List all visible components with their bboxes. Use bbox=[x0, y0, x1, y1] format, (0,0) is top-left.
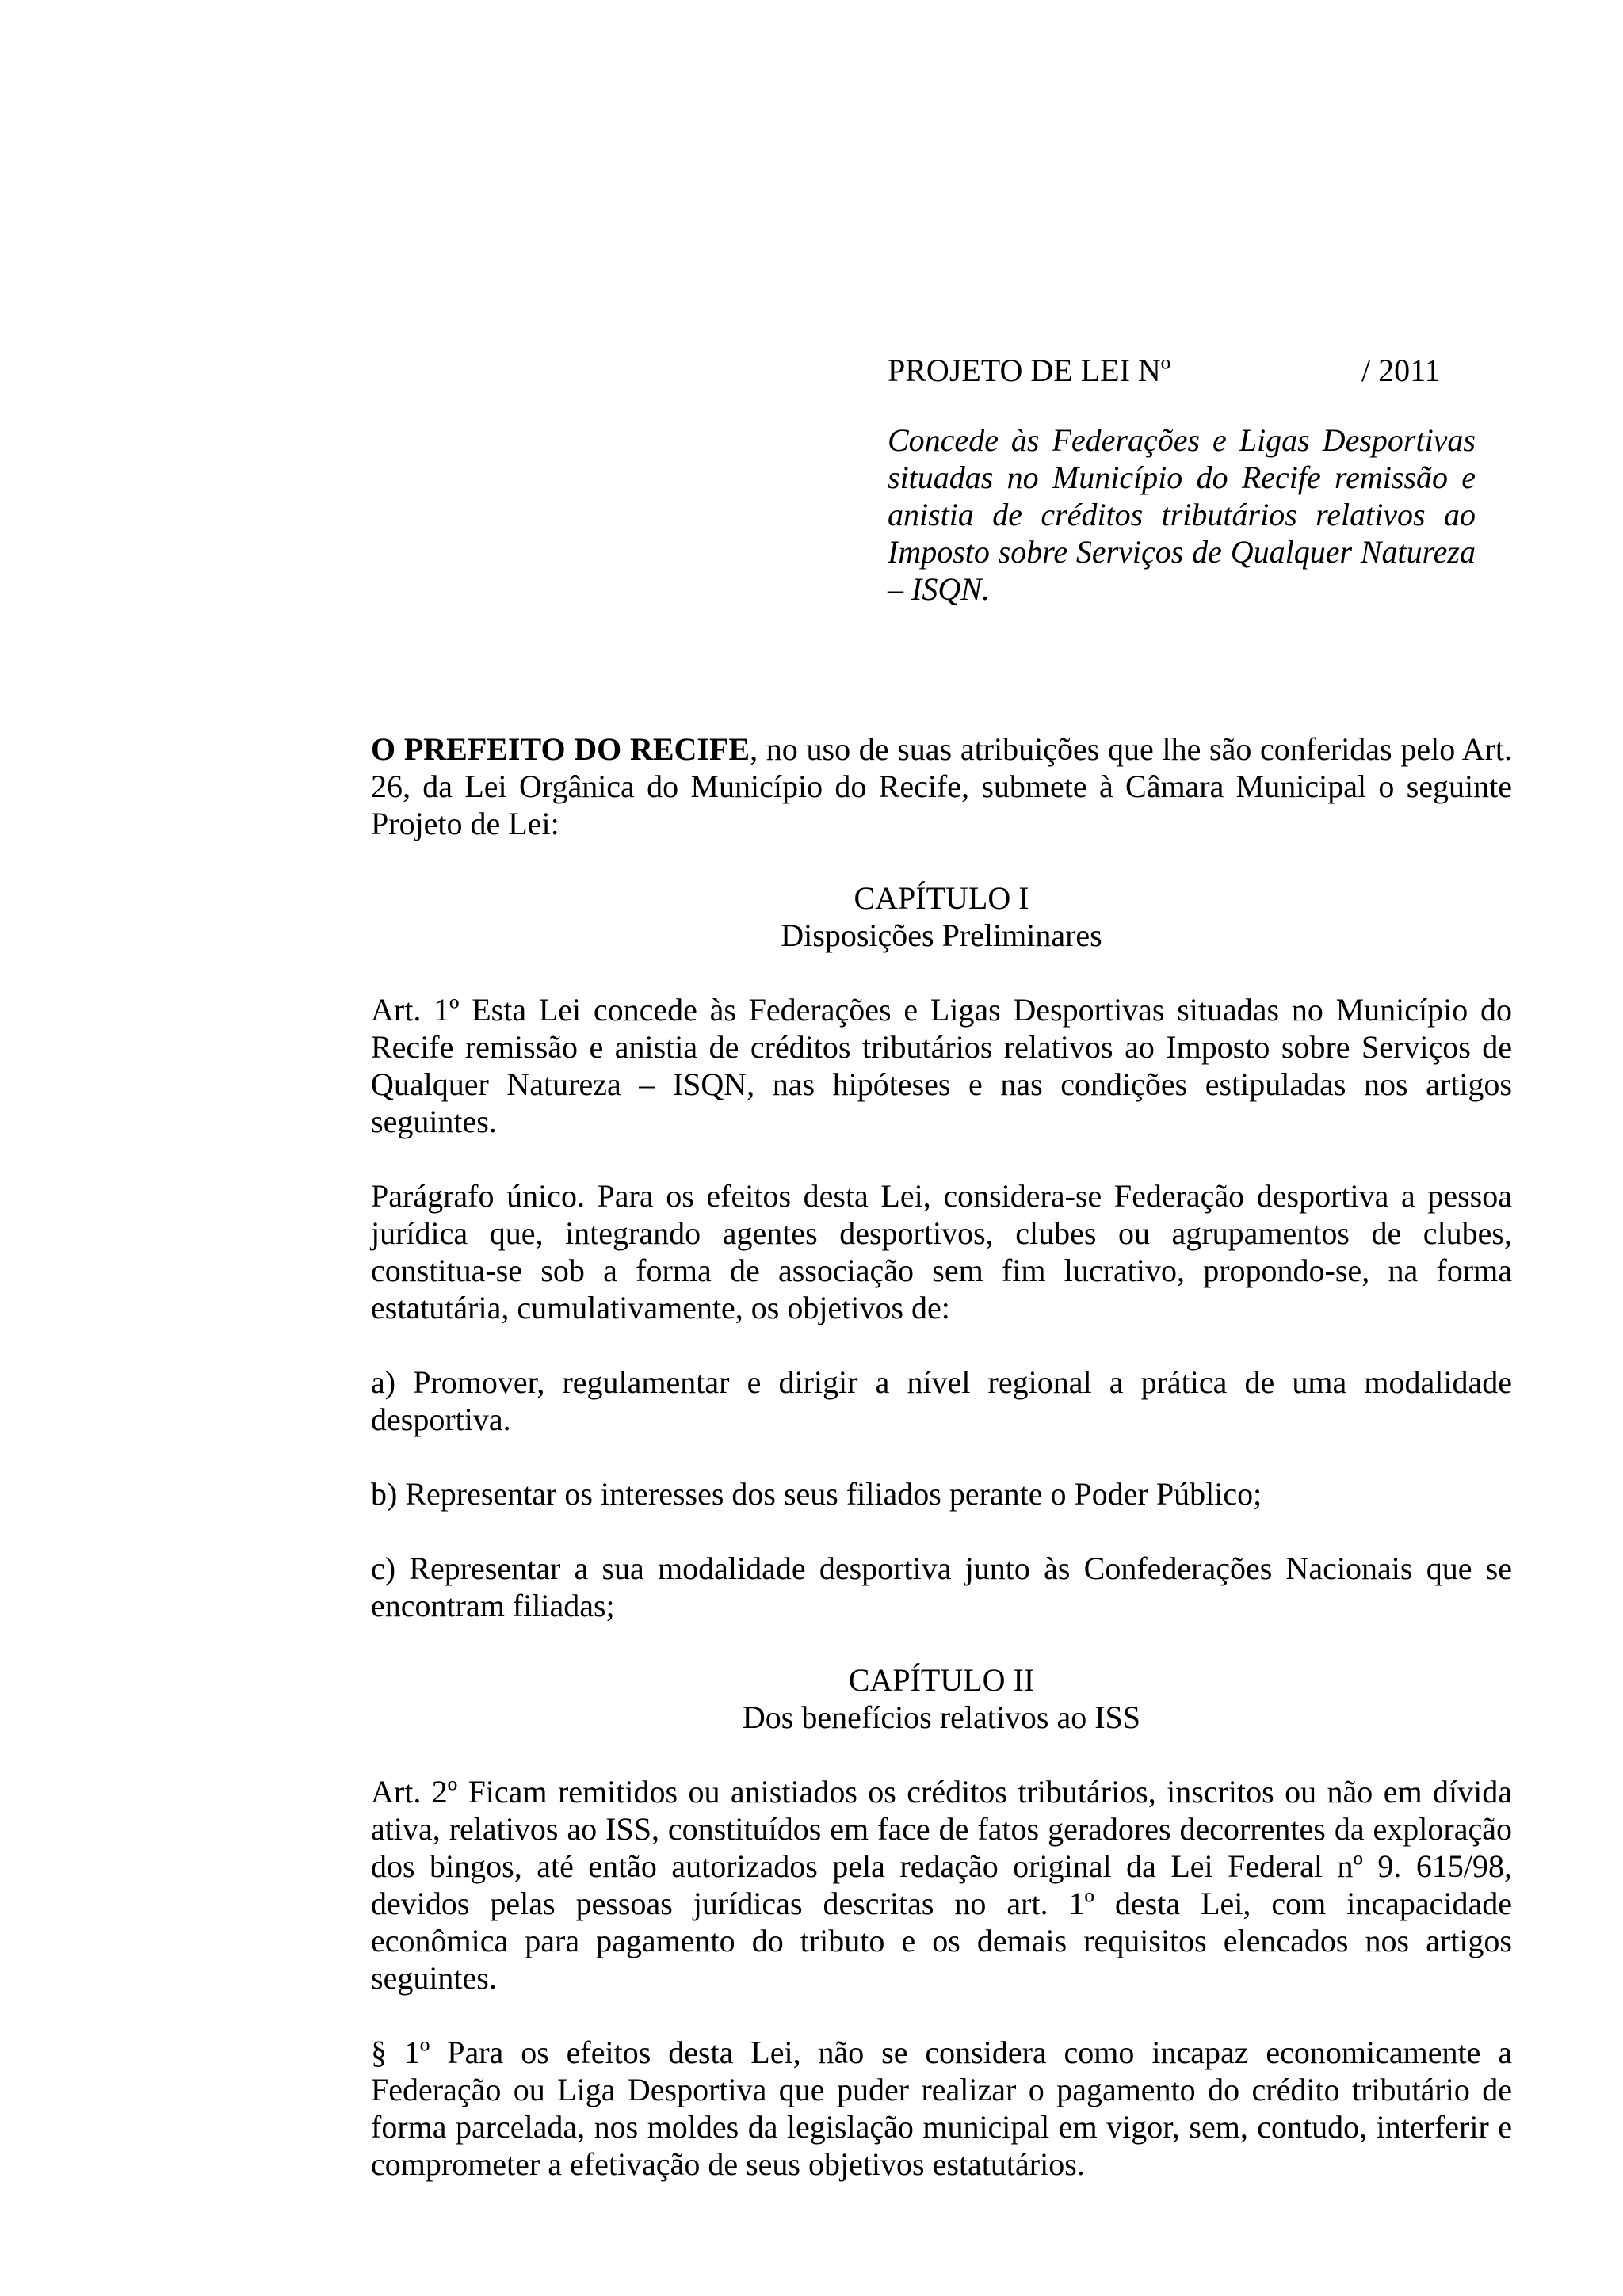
paragrafo-unico: Parágrafo único. Para os efeitos desta Lei, considera-se Federação desportiva a pessoa jurídica que, integrando agentes desportivos, clubes ou agrupamentos de clubes, constitua-se sob a forma de associação sem fim lucrativo, propondo-se, na forma estatutária, cumulativamente, os objetivos de: bbox=[371, 1178, 1512, 1325]
preamble bbox=[371, 730, 1512, 842]
article-2-paragraph-1: § 1º Para os efeitos desta Lei, não se considera como incapaz economicamente a Federação ou Liga Desportiva que puder realizar o pagamento do crédito tributário de forma parcelada, nos moldes da legislação municipal em vigor, sem, contudo, interferir e comprometer a efetivação de seus objetivos estatutários. bbox=[371, 2035, 1512, 2182]
document-body bbox=[371, 730, 1512, 2183]
header-block bbox=[888, 349, 1476, 608]
ementa: Concede às Federações e Ligas Desportivas situadas no Município do Recife remissão e anistia de créditos tributários relativos ao Imposto sobre Serviços de Qualquer Natureza – ISQN. bbox=[888, 422, 1476, 607]
project-year: / 2011 bbox=[1361, 353, 1441, 388]
preamble-text: , no uso de suas atribuições que lhe são conferidas pelo Art. 26, da Lei Orgânica do Município do Recife, submete à Câmara Municipal o seguinte Projeto de Lei: bbox=[371, 731, 1513, 841]
chapter-2-subtitle: Dos benefícios relativos ao ISS bbox=[742, 1699, 1141, 1735]
chapter-2-title: CAPÍTULO II bbox=[848, 1662, 1035, 1698]
item-a: a) Promover, regulamentar e dirigir a nível regional a prática de uma modalidade desportiva. bbox=[371, 1364, 1512, 1437]
item-c: c) Representar a sua modalidade desportiva junto às Confederações Nacionais que se encontram filiadas; bbox=[371, 1550, 1512, 1623]
chapter-1-subtitle: Disposições Preliminares bbox=[781, 917, 1102, 953]
chapter-1-heading bbox=[371, 879, 1512, 954]
article-1: Art. 1º Esta Lei concede às Federações e Ligas Desportivas situadas no Município do Recife remissão e anistia de créditos tributários relativos ao Imposto sobre Serviços de Qualquer Natureza – ISQN, nas hipóteses e nas condições estipuladas nos artigos seguintes. bbox=[371, 992, 1512, 1139]
article-2: Art. 2º Ficam remitidos ou anistiados os créditos tributários, inscritos ou não em dívida ativa, relativos ao ISS, constituídos em face de fatos geradores decorrentes da exploração dos bingos, até então autorizados pela redação original da Lei Federal nº 9. 615/98, devidos pelas pessoas jurídicas descritas no art. 1º desta Lei, com incapacidade econômica para pagamento do tributo e os demais requisitos elencados nos artigos seguintes. bbox=[371, 1774, 1512, 1996]
project-label: PROJETO DE LEI Nº bbox=[888, 353, 1171, 388]
item-b: b) Representar os interesses dos seus filiados perante o Poder Público; bbox=[371, 1476, 1262, 1512]
chapter-1-title: CAPÍTULO I bbox=[854, 880, 1029, 916]
preamble-bold-lead: O PREFEITO DO RECIFE bbox=[371, 731, 750, 767]
project-title bbox=[888, 349, 1476, 393]
chapter-2-heading bbox=[371, 1661, 1512, 1736]
